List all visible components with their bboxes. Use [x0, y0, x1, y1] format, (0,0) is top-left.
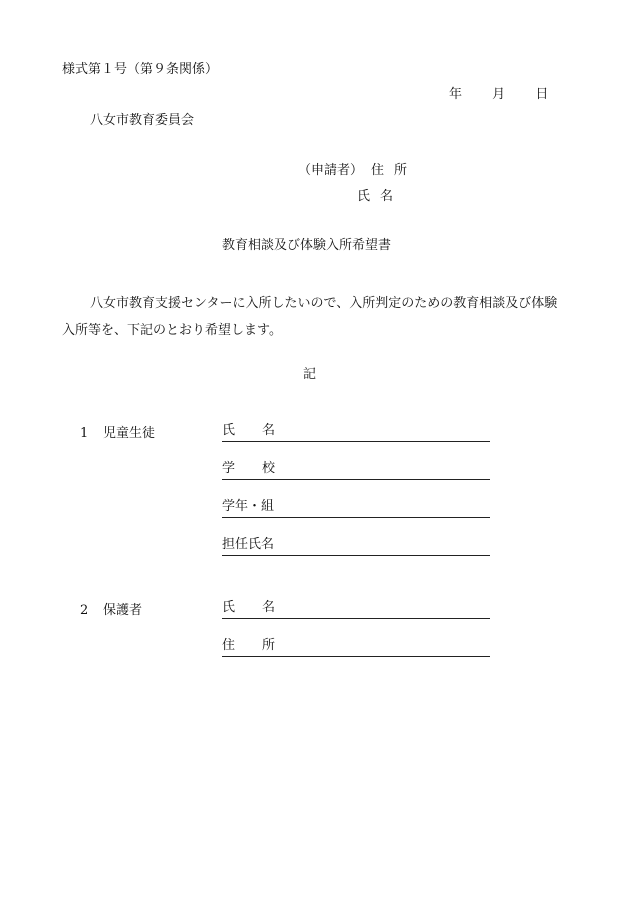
student-name-label: 氏名	[222, 423, 303, 438]
applicant-name-label: 氏名	[357, 189, 404, 204]
date-day-label: 日	[535, 87, 549, 102]
section-1-number: 1	[80, 426, 89, 441]
guardian-name-label: 氏名	[222, 600, 303, 615]
guardian-name-field[interactable]	[222, 600, 490, 619]
date-line	[449, 87, 548, 103]
section-2-number: 2	[80, 603, 89, 618]
guardian-address-field[interactable]	[222, 638, 490, 657]
form-number: 様式第１号（第９条関係）	[62, 62, 219, 77]
student-name-field[interactable]	[222, 423, 490, 442]
ki-heading: 記	[303, 367, 317, 382]
date-year-label: 年	[449, 87, 463, 102]
student-grade-class-label: 学年・組	[222, 499, 275, 514]
section-2-label: 保護者	[103, 603, 143, 618]
student-grade-class-field[interactable]	[222, 499, 490, 518]
section-1-label: 児童生徒	[103, 426, 156, 441]
homeroom-teacher-field[interactable]	[222, 537, 490, 556]
student-school-label: 学校	[222, 461, 303, 476]
applicant-address-label: 住所	[371, 163, 418, 178]
addressee: 八女市教育委員会	[90, 113, 195, 128]
guardian-address-label: 住所	[222, 638, 303, 653]
body-text: 八女市教育支援センターに入所したいので、入所判定のための教育相談及び体験入所等を、下記のとおり希望します。	[62, 296, 558, 338]
applicant-role: （申請者）	[298, 163, 364, 178]
date-month-label: 月	[492, 87, 506, 102]
homeroom-teacher-label: 担任氏名	[222, 537, 275, 552]
document-title: 教育相談及び体験入所希望書	[222, 238, 392, 253]
student-school-field[interactable]	[222, 461, 490, 480]
